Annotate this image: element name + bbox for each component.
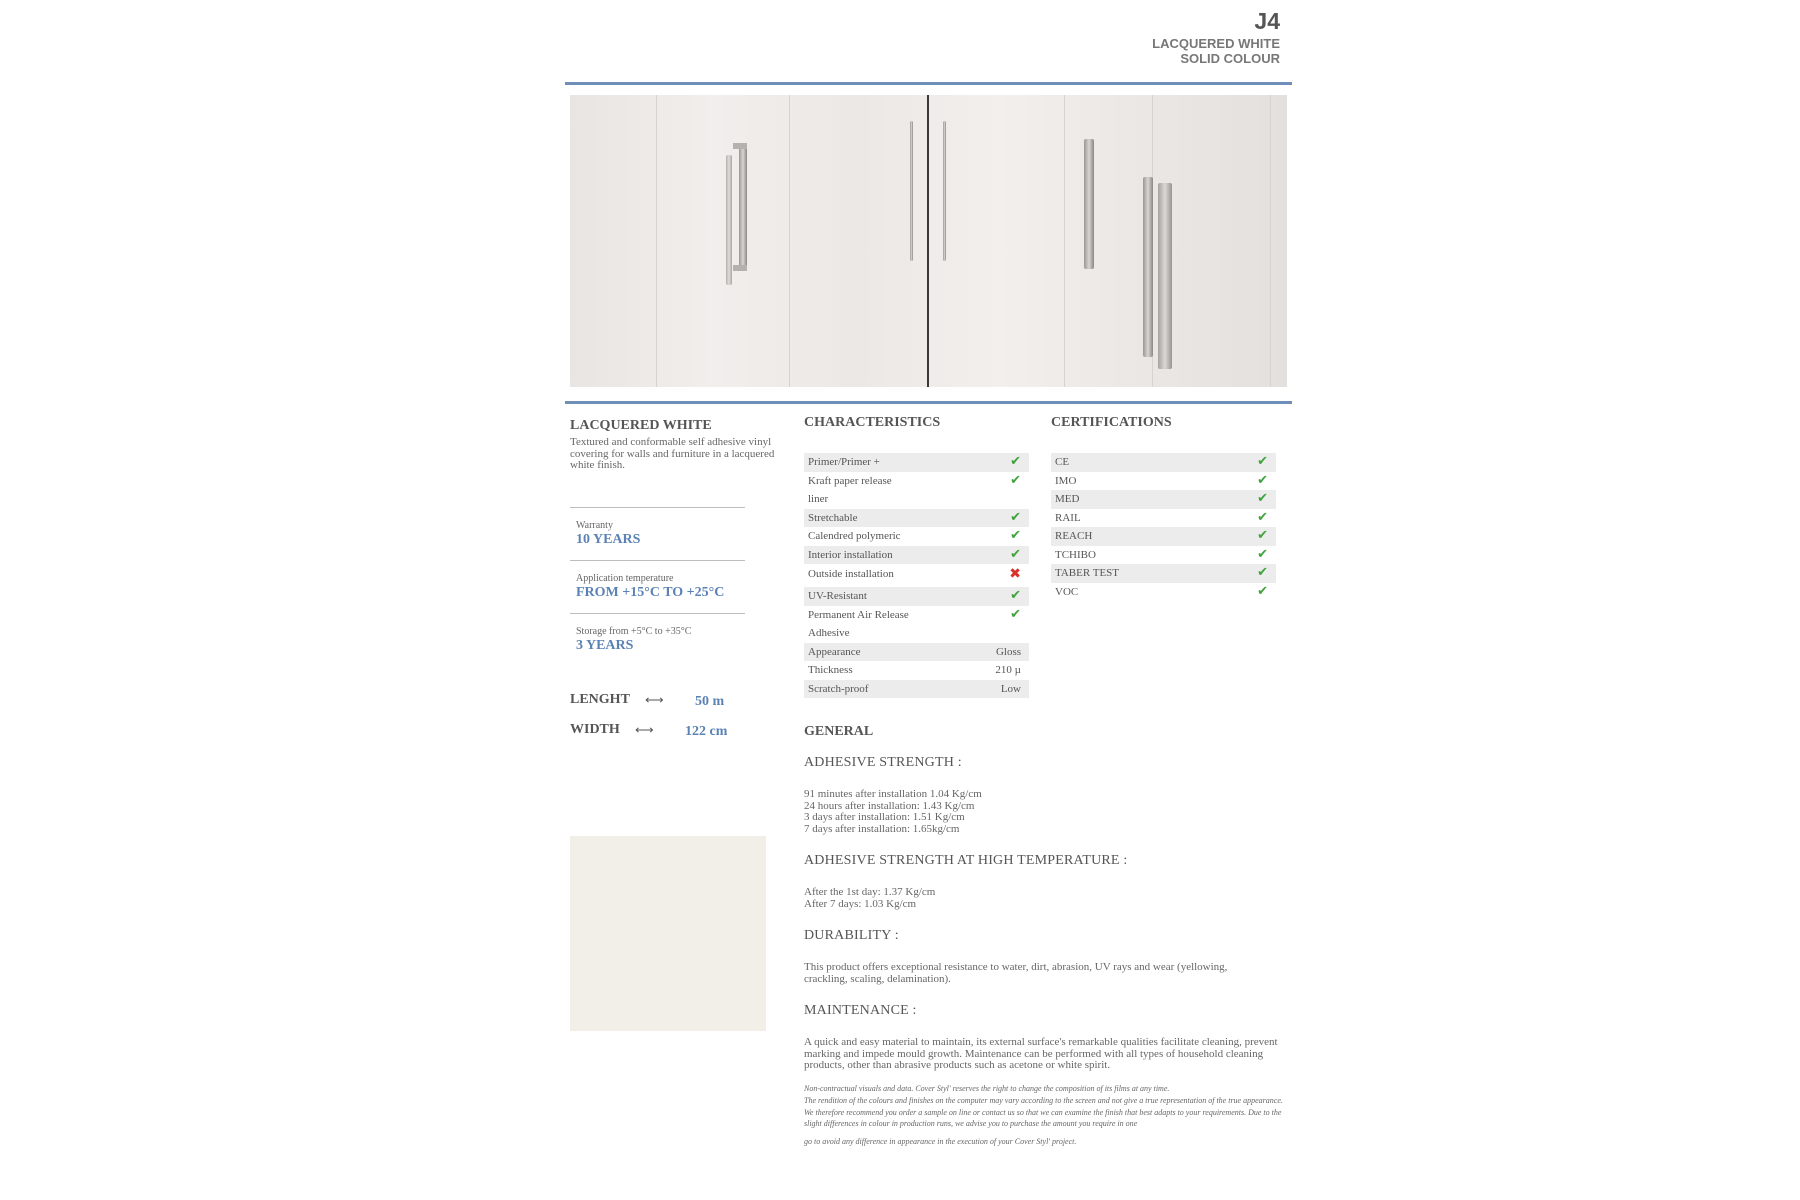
certification-row (1051, 509, 1276, 528)
colour-swatch (570, 836, 766, 1031)
adhesive-strength-title: ADHESIVE STRENGTH : (804, 755, 962, 770)
application-temp-label: Application temperature (576, 573, 674, 584)
check-icon: ✔ (1257, 583, 1268, 599)
storage-value: 3 YEARS (576, 638, 634, 653)
characteristics-row (804, 606, 1029, 625)
certifications-title: CERTIFICATIONS (1051, 415, 1172, 430)
product-code: J4 (1254, 8, 1280, 34)
handle (1158, 183, 1172, 369)
check-icon: ✔ (1257, 528, 1268, 543)
application-temp-value: FROM +15°C TO +25°C (576, 585, 725, 600)
certification-row (1051, 490, 1276, 509)
check-icon: ✔ (1257, 546, 1268, 562)
characteristic-value: Gloss (995, 645, 1021, 658)
characteristics-row (804, 680, 1029, 699)
certification-label: TABER TEST (1055, 567, 1120, 579)
handle (1084, 139, 1094, 269)
width-value: 122 cm (685, 724, 728, 739)
characteristic-value: 210 µ (995, 664, 1021, 676)
check-icon: ✔ (1257, 565, 1268, 580)
handle (726, 155, 732, 285)
header-rule (565, 82, 1292, 85)
photo-seam (789, 95, 790, 387)
characteristics-row (804, 546, 1029, 565)
check-icon: ✔ (1010, 472, 1021, 488)
characteristics-row (804, 624, 1029, 643)
characteristic-label: Stretchable (808, 511, 858, 524)
certifications-table (1051, 453, 1276, 601)
characteristics-row (804, 643, 1029, 662)
certification-label: VOC (1055, 585, 1079, 598)
characteristic-label: Outside installation (808, 568, 894, 580)
storage-label: Storage from +5°C to +35°C (576, 626, 692, 637)
adhesive-line: 3 days after installation: 1.51 Kg/cm (804, 811, 965, 823)
maintenance-text: A quick and easy material to maintain, its external surface's remarkable qualities facilitate cleaning, prevent marking and impede mould growth. Maintenance can be performed with all types of household cleaning products, other than abrasive products such as acetone or white spirit. (804, 1036, 1278, 1071)
characteristic-value: Low (1000, 682, 1021, 695)
certification-row (1051, 453, 1276, 472)
characteristics-row (804, 490, 1029, 509)
characteristic-label: Interior installation (808, 548, 893, 561)
high-temp-line: After the 1st day: 1.37 Kg/cm (804, 886, 936, 898)
characteristics-row (804, 527, 1029, 546)
photo-seam (656, 95, 657, 387)
characteristic-label: Adhesive (808, 627, 850, 639)
characteristics-row (804, 661, 1029, 680)
check-icon: ✔ (1257, 491, 1268, 506)
characteristic-label: Primer/Primer + (808, 456, 880, 468)
characteristic-label: Appearance (808, 645, 861, 658)
handle (739, 143, 747, 271)
disclaimer-paragraph: The rendition of the colours and finishes on the computer may vary according to the screen and not give a true representation of the true appearance. We therefore recommend you order a sample on line or contact us so that we can examine the finish that best adapts to your requirements. Due to the slight differences in colour in production runs, we advise you to purchase the amount you require in one (804, 1096, 1283, 1128)
characteristics-table (804, 453, 1029, 698)
high-temp-values (804, 887, 1284, 910)
divider (570, 560, 745, 561)
product-title: LACQUERED WHITE (570, 418, 712, 433)
certification-label: REACH (1055, 530, 1093, 542)
check-icon: ✔ (1010, 546, 1021, 562)
certification-row (1051, 472, 1276, 491)
warranty-label: Warranty (576, 520, 613, 531)
handle (910, 121, 913, 261)
length-arrow-icon: ⟷ (645, 692, 664, 707)
disclaimer-line-1: Non-contractual visuals and data. Cover Styl' reserves the right to change the composition of its films at any time. (804, 1084, 1170, 1093)
characteristic-label: Scratch-proof (808, 682, 869, 695)
check-icon: ✔ (1257, 472, 1268, 488)
characteristics-row (804, 453, 1029, 472)
maintenance-title: MAINTENANCE : (804, 1003, 917, 1018)
photo-seam (1064, 95, 1065, 387)
certification-label: IMO (1055, 474, 1077, 487)
divider (570, 507, 745, 508)
section-rule (565, 401, 1292, 404)
characteristic-label: Thickness (808, 664, 853, 676)
certification-label: MED (1055, 493, 1080, 505)
check-icon: ✔ (1257, 454, 1268, 469)
product-header-subtitle (1152, 36, 1280, 66)
high-temp-title: ADHESIVE STRENGTH AT HIGH TEMPERATURE : (804, 853, 1128, 868)
characteristics-row (804, 564, 1029, 587)
check-icon: ✔ (1010, 509, 1021, 525)
header-line-1: LACQUERED WHITE (1152, 36, 1280, 51)
characteristic-label: Calendred polymeric (808, 530, 901, 542)
certification-row (1051, 527, 1276, 546)
cross-icon: ✖ (1009, 566, 1021, 582)
check-icon: ✔ (1010, 528, 1021, 543)
warranty-value: 10 YEARS (576, 532, 641, 547)
general-title: GENERAL (804, 724, 874, 739)
length-label: LENGHT (570, 692, 630, 707)
characteristics-row (804, 509, 1029, 528)
characteristic-label: UV-Resistant (808, 590, 867, 602)
product-photo (570, 95, 1287, 387)
high-temp-line: After 7 days: 1.03 Kg/cm (804, 897, 917, 910)
width-arrow-icon: ⟷ (635, 722, 654, 737)
handle (1143, 177, 1153, 357)
handle-post (733, 143, 747, 149)
photo-seam (927, 95, 929, 387)
certification-row (1051, 583, 1276, 602)
durability-title: DURABILITY : (804, 928, 899, 943)
handle (943, 121, 946, 261)
check-icon: ✔ (1010, 606, 1021, 622)
header-line-2: SOLID COLOUR (1180, 51, 1280, 66)
length-value: 50 m (695, 694, 725, 709)
check-icon: ✔ (1010, 454, 1021, 469)
handle-post (733, 265, 747, 271)
width-label: WIDTH (570, 722, 620, 737)
adhesive-strength-values (804, 789, 1284, 835)
certification-row (1051, 546, 1276, 565)
characteristics-row (804, 587, 1029, 606)
divider (570, 613, 745, 614)
characteristic-label: Kraft paper release (808, 474, 892, 487)
certification-label: TCHIBO (1055, 548, 1096, 561)
photo-seam (1270, 95, 1271, 387)
disclaimer-line-3: go to avoid any difference in appearance in the execution of your Cover Styl' project. (804, 1137, 1077, 1146)
characteristics-row (804, 472, 1029, 491)
characteristic-label: liner (808, 493, 829, 505)
characteristic-label: Permanent Air Release (808, 608, 909, 621)
characteristics-title: CHARACTERISTICS (804, 415, 941, 430)
adhesive-line: 24 hours after installation: 1.43 Kg/cm (804, 799, 975, 812)
adhesive-line: 7 days after installation: 1.65kg/cm (804, 822, 960, 835)
check-icon: ✔ (1257, 509, 1268, 525)
certification-row (1051, 564, 1276, 583)
adhesive-line: 91 minutes after installation 1.04 Kg/cm (804, 788, 982, 800)
certification-label: CE (1055, 456, 1070, 468)
durability-text: This product offers exceptional resistance to water, dirt, abrasion, UV rays and wear (yellowing, crackling, scaling, delamination). (804, 961, 1228, 985)
product-description: Textured and conformable self adhesive vinyl covering for walls and furniture in a lacquered white finish. (570, 436, 775, 471)
check-icon: ✔ (1010, 588, 1021, 603)
certification-label: RAIL (1055, 511, 1081, 524)
